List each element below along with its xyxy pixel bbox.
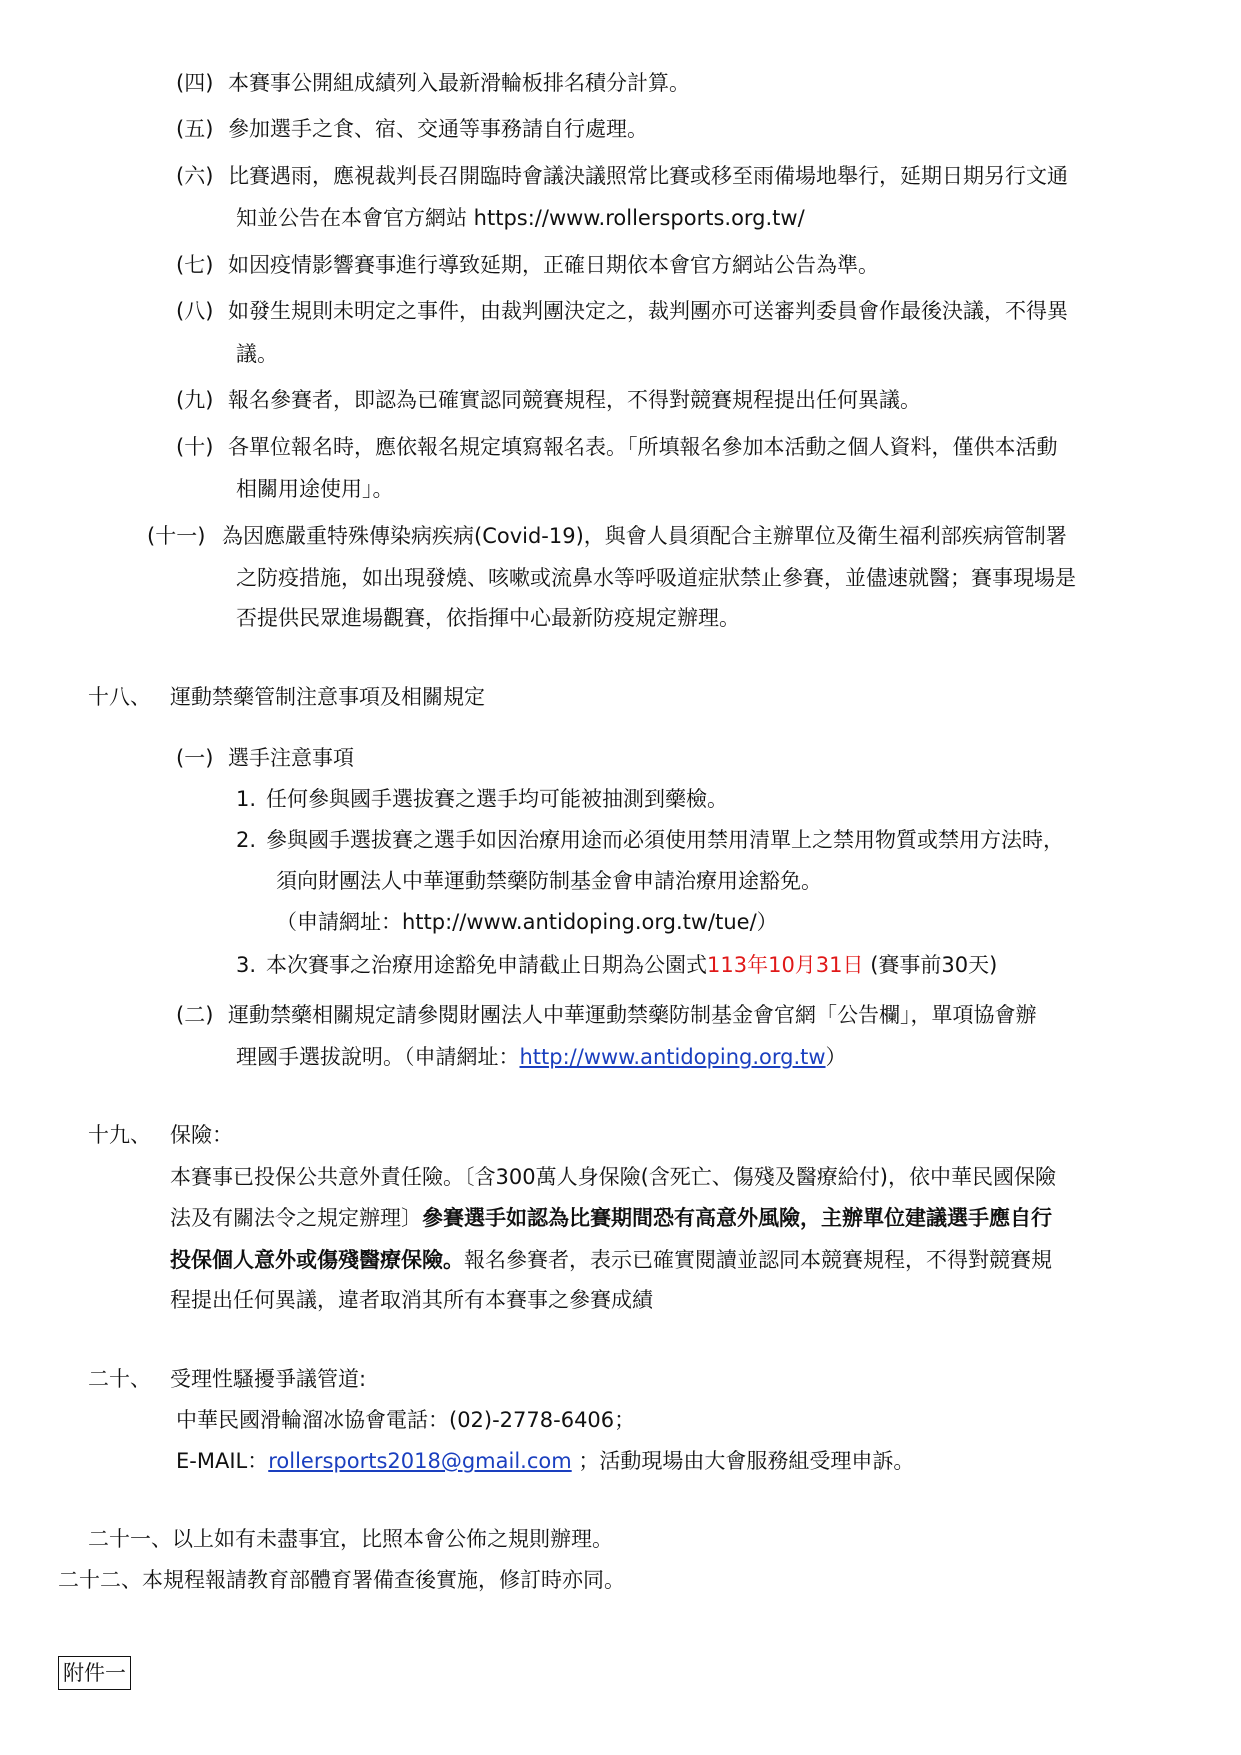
- section-18-item-2-num: 2.: [236, 828, 257, 852]
- section-20-title: 受理性騷擾爭議管道:: [170, 1367, 367, 1391]
- section-20-phone: 中華民國滑輪溜冰協會電話：(02)-2778-6406；: [176, 1408, 636, 1432]
- section-22: 二十二、本規程報請教育部體育署備查後實施，修訂時亦同。: [58, 1568, 625, 1592]
- item-7-text: 如因疫情影響賽事進行導致延期，正確日期依本會官方網站公告為準。: [228, 253, 879, 277]
- section-21: 二十一、以上如有未盡事宜，比照本會公佈之規則辦理。: [88, 1527, 613, 1551]
- section-19-line-2: [170, 1203, 1052, 1233]
- section-19-title: 保險：: [170, 1123, 233, 1147]
- section-19-line-3-after: 報名參賽者，表示已確實閱讀並認同本競賽規程，不得對競賽規: [464, 1248, 1052, 1272]
- item-10-label: (十): [176, 435, 214, 459]
- sub2-line-2-after: ）: [825, 1045, 847, 1069]
- item-5-label: (五): [176, 117, 214, 141]
- section-18-item-2-line-3: （申請網址：http://www.antidoping.org.tw/tue/）: [276, 910, 778, 934]
- section-18-item-1-text: 任何參與國手選拔賽之選手均可能被抽測到藥檢。: [266, 787, 728, 811]
- section-18-sub1-title: 選手注意事項: [228, 746, 354, 770]
- section-19-line-2-before: 法及有關法令之規定辦理〕: [170, 1206, 422, 1230]
- section-20-email-line: [176, 1446, 914, 1476]
- section-19-line-4: 程提出任何異議，違者取消其所有本賽事之參賽成績: [170, 1288, 653, 1312]
- antidoping-link[interactable]: http://www.antidoping.org.tw: [519, 1045, 826, 1069]
- sub2-line-2-before: 理國手選拔說明。（申請網址：: [236, 1045, 520, 1069]
- section-18-item-3-text: [266, 950, 997, 980]
- item-10-line-2: 相關用途使用」。: [236, 477, 394, 501]
- item-9-text: 報名參賽者，即認為已確實認同競賽規程，不得對競賽規程提出任何異議。: [228, 388, 921, 412]
- item-5-text: 參加選手之食、宿、交通等事務請自行處理。: [228, 117, 648, 141]
- section-18-title: 運動禁藥管制注意事項及相關規定: [170, 685, 485, 709]
- item-3-text-before: 本次賽事之治療用途豁免申請截止日期為公園式: [266, 953, 707, 977]
- section-18-sub2-label: (二): [176, 1003, 214, 1027]
- item-6-line-1: 比賽遇雨，應視裁判長召開臨時會議決議照常比賽或移至雨備場地舉行，延期日期另行文通: [228, 164, 1068, 188]
- item-9-label: (九): [176, 388, 214, 412]
- email-after: ；活動現場由大會服務組受理申訴。: [571, 1449, 915, 1473]
- section-18-sub1-label: (一): [176, 746, 214, 770]
- section-18-item-2-line-1: 參與國手選拔賽之選手如因治療用途而必須使用禁用清單上之禁用物質或禁用方法時，: [266, 828, 1064, 852]
- section-18-sub2-line-2: [236, 1042, 847, 1072]
- section-20-number: 二十、: [88, 1367, 151, 1391]
- item-8-line-1: 如發生規則未明定之事件，由裁判團決定之，裁判團亦可送審判委員會作最後決議，不得異: [228, 299, 1068, 323]
- section-18-item-3-num: 3.: [236, 953, 257, 977]
- item-3-text-after: (賽事前30天): [863, 953, 998, 977]
- item-8-line-2: 議。: [236, 342, 278, 366]
- section-19-number: 十九、: [88, 1123, 151, 1147]
- item-11-line-3: 否提供民眾進場觀賽，依指揮中心最新防疫規定辦理。: [236, 606, 740, 630]
- section-19-line-2-bold: 參賽選手如認為比賽期間恐有高意外風險，主辦單位建議選手應自行: [422, 1206, 1052, 1230]
- section-18-item-1-num: 1.: [236, 787, 257, 811]
- item-11-line-2: 之防疫措施，如出現發燒、咳嗽或流鼻水等呼吸道症狀禁止參賽，並儘速就醫；賽事現場是: [236, 566, 1076, 590]
- section-19-line-3: [170, 1245, 1052, 1275]
- item-6-line-2: 知並公告在本會官方網站 https://www.rollersports.org.tw/: [236, 206, 805, 230]
- item-8-label: (八): [176, 299, 214, 323]
- section-19-line-1: 本賽事已投保公共意外責任險。〔含300萬人身保險(含死亡、傷殘及醫療給付)，依中華民國保險: [170, 1165, 1056, 1189]
- item-7-label: (七): [176, 253, 214, 277]
- item-4-label: (四): [176, 71, 214, 95]
- email-label: E-MAIL：: [176, 1449, 269, 1473]
- deadline-date: 113年10月31日: [707, 953, 864, 977]
- item-11-label: (十一): [147, 524, 206, 548]
- item-11-line-1: 為因應嚴重特殊傳染病疾病(Covid-19)，與會人員須配合主辦單位及衛生福利部疾病管制署: [222, 524, 1067, 548]
- annex-label: 附件一: [58, 1656, 131, 1690]
- section-18-sub2-line-1: 運動禁藥相關規定請參閱財團法人中華運動禁藥防制基金會官網「公告欄」，單項協會辦: [228, 1003, 1037, 1027]
- email-link[interactable]: rollersports2018@gmail.com: [268, 1449, 572, 1473]
- item-6-label: (六): [176, 164, 214, 188]
- section-18-item-2-line-2: 須向財團法人中華運動禁藥防制基金會申請治療用途豁免。: [276, 869, 822, 893]
- item-10-line-1: 各單位報名時，應依報名規定填寫報名表。「所填報名參加本活動之個人資料，僅供本活動: [228, 435, 1058, 459]
- section-18-number: 十八、: [88, 685, 151, 709]
- section-19-line-3-bold: 投保個人意外或傷殘醫療保險。: [170, 1248, 464, 1272]
- item-4-text: 本賽事公開組成績列入最新滑輪板排名積分計算。: [228, 71, 690, 95]
